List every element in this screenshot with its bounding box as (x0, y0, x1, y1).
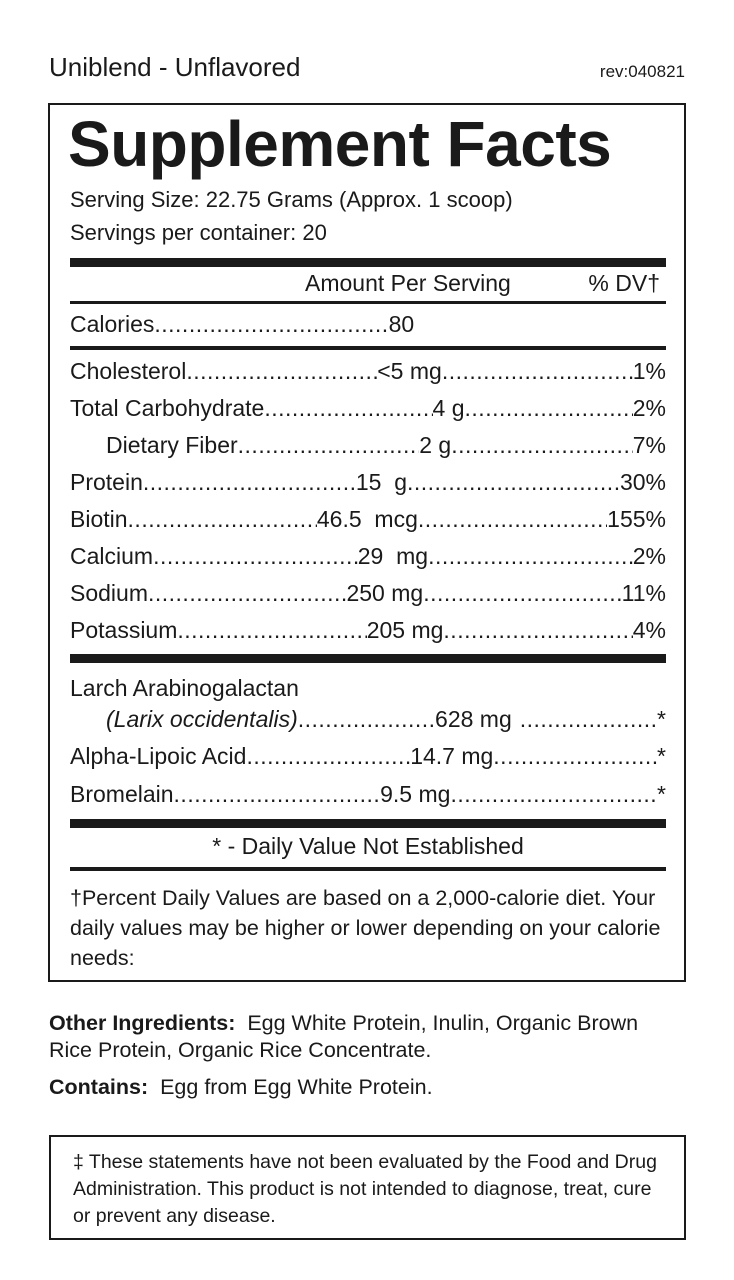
nutrient-name: Biotin (70, 506, 128, 532)
nutrient-dv: 30% (619, 469, 666, 495)
nutrient-row (70, 580, 666, 610)
ingredient-amount: 14.7 mg (410, 743, 494, 769)
specialty-row (70, 781, 666, 811)
specialty-row (70, 706, 666, 736)
specialty-row-name (70, 675, 666, 705)
ingredient-name: Larch Arabinogalactan (70, 675, 299, 701)
thick-divider (70, 654, 666, 663)
dot-leader (143, 469, 356, 496)
dot-leader (407, 469, 620, 496)
dot-leader (264, 395, 432, 422)
dot-leader (450, 781, 657, 808)
nutrient-name: Dietary Fiber (106, 432, 238, 458)
dot-leader (451, 432, 633, 459)
nutrient-amount: 250 mg (346, 580, 424, 606)
contains-text: Egg from Egg White Protein. (160, 1075, 433, 1099)
nutrient-dv: 11% (621, 580, 666, 606)
thick-divider (70, 819, 666, 828)
nutrient-dv: 1% (632, 358, 666, 384)
nutrient-amount: 205 mg (366, 617, 444, 643)
nutrient-amount: 15 g (355, 469, 407, 495)
dot-leader (520, 706, 657, 733)
nutrient-row (70, 469, 666, 499)
daily-value-note: * - Daily Value Not Established (212, 833, 524, 859)
product-name: Uniblend - Unflavored (49, 52, 301, 82)
serving-size: Serving Size: 22.75 Grams (Approx. 1 scoop) (70, 187, 513, 212)
ingredient-dv: * (657, 706, 666, 732)
ingredient-dv: * (657, 781, 666, 807)
dot-leader (423, 580, 621, 607)
ingredient-name: Bromelain (70, 781, 174, 807)
ingredient-amount: 628 mg (435, 706, 512, 732)
nutrient-dv: 4% (632, 617, 666, 643)
nutrient-row (70, 395, 666, 425)
dot-leader (298, 706, 435, 733)
nutrient-amount: 4 g (432, 395, 465, 421)
nutrient-amount: 80 (388, 311, 415, 337)
dot-leader (174, 781, 381, 808)
dot-leader (428, 543, 633, 570)
nutrient-name: Sodium (70, 580, 148, 606)
column-header-amount: Amount Per Serving (305, 270, 511, 296)
dot-leader (443, 617, 632, 644)
dot-leader (177, 617, 366, 644)
revision-code: rev:040821 (599, 62, 685, 81)
dot-leader (418, 506, 607, 533)
nutrient-amount: 2 g (419, 432, 452, 458)
ingredient-botanical-name: (Larix occidentalis) (106, 706, 298, 732)
ingredient-amount: 9.5 mg (380, 781, 451, 807)
servings-per-container: Servings per container: 20 (70, 220, 327, 245)
ingredient-dv: * (657, 743, 666, 769)
divider (70, 867, 666, 871)
nutrient-dv: 2% (632, 543, 666, 569)
nutrient-row (70, 617, 666, 647)
nutrient-amount: 46.5 mcg (316, 506, 418, 532)
dot-leader (246, 743, 410, 770)
nutrient-dv: 7% (632, 432, 666, 458)
nutrient-dv: 155% (607, 506, 666, 532)
dot-leader (238, 432, 420, 459)
nutrient-name: Protein (70, 469, 143, 495)
contains-label: Contains: (49, 1075, 149, 1099)
supplement-facts-panel (48, 103, 686, 982)
dot-leader: .................................. (154, 311, 389, 337)
dot-leader (493, 743, 657, 770)
divider (70, 301, 666, 304)
nutrient-row (70, 543, 666, 573)
nutrient-name: Calories (70, 311, 155, 337)
nutrient-row (70, 358, 666, 388)
dot-leader (442, 358, 633, 385)
nutrient-name: Cholesterol (70, 358, 187, 384)
nutrient-amount: 29 mg (357, 543, 429, 569)
nutrient-name: Potassium (70, 617, 178, 643)
thick-divider (70, 258, 666, 267)
nutrient-row (70, 506, 666, 536)
nutrient-dv: 2% (632, 395, 666, 421)
nutrient-amount: <5 mg (377, 358, 442, 384)
other-ingredients-text: Egg White Protein, Inulin, Organic Brown Rice Protein, Organic Rice Concentrate. (49, 1011, 639, 1062)
dot-leader (148, 580, 346, 607)
divider (70, 346, 666, 350)
nutrient-name: Total Carbohydrate (70, 395, 265, 421)
other-ingredients-label: Other Ingredients: (49, 1011, 236, 1035)
column-header-dv: % DV† (588, 270, 660, 296)
daily-value-footnote: †Percent Daily Values are based on a 2,000-calorie diet. Your daily values may be higher or lower depending on your calorie needs: (70, 886, 661, 970)
nutrient-name: Calcium (70, 543, 154, 569)
dot-leader (128, 506, 317, 533)
allergen-statement (49, 1075, 433, 1100)
dot-leader (153, 543, 358, 570)
fda-disclaimer: ‡ These statements have not been evaluated by the Food and Drug Administration. This product is not intended to diagnose, treat, cure or prevent any disease. (49, 1135, 686, 1240)
specialty-row (70, 743, 666, 773)
nutrient-row-calories (70, 311, 666, 341)
panel-title: Supplement Facts (68, 108, 612, 180)
dot-leader (465, 395, 633, 422)
nutrient-row-indented (70, 432, 666, 462)
ingredient-name: Alpha-Lipoic Acid (70, 743, 247, 769)
dot-leader (186, 358, 377, 385)
other-ingredients (49, 1010, 669, 1064)
